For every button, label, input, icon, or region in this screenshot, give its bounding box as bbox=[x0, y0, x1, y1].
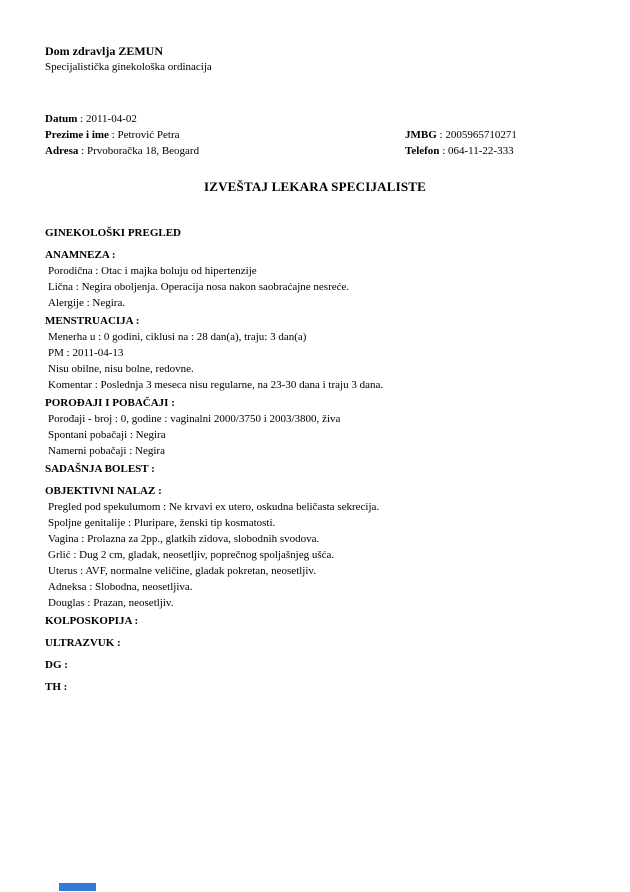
section-heading: TH : bbox=[45, 681, 68, 693]
report-text-line: Namerni pobačaji : Negira bbox=[48, 445, 165, 457]
separator: : bbox=[78, 145, 87, 157]
jmbg-value: 2005965710271 bbox=[445, 129, 517, 141]
separator: : bbox=[439, 145, 448, 157]
report-text-line: Uterus : AVF, normalne veličine, gladak pokretan, neosetljiv. bbox=[48, 565, 316, 577]
patient-row-address bbox=[45, 143, 585, 159]
report-text-line: Porodična : Otac i majka boluju od hipertenzije bbox=[48, 265, 257, 277]
patient-row-date bbox=[45, 111, 585, 127]
separator: : bbox=[77, 113, 86, 125]
report-text-line: Douglas : Prazan, neosetljiv. bbox=[48, 597, 174, 609]
section-heading: DG : bbox=[45, 659, 68, 671]
report-text-line: Spoljne genitalije : Pluripare, ženski tip kosmatosti. bbox=[48, 517, 276, 529]
separator: : bbox=[108, 129, 118, 141]
section-heading: ANAMNEZA : bbox=[45, 249, 116, 261]
clinic-name: Dom zdravlja ZEMUN bbox=[45, 44, 163, 58]
section-heading: MENSTRUACIJA : bbox=[45, 315, 140, 327]
date-value: 2011-04-02 bbox=[85, 113, 137, 125]
section-heading: KOLPOSKOPIJA : bbox=[45, 615, 139, 627]
address-value: Prvoboračka 18, Beogard bbox=[86, 145, 200, 157]
clinic-subtitle: Specijalistička ginekološka ordinacija bbox=[45, 61, 212, 73]
patient-jmbg bbox=[405, 127, 517, 143]
date-label: Datum bbox=[45, 113, 78, 125]
separator: : bbox=[436, 129, 446, 141]
report-title: IZVEŠTAJ LEKARA SPECIJALISTE bbox=[203, 179, 427, 194]
section-heading: SADAŠNJA BOLEST : bbox=[45, 463, 155, 475]
report-text-line: Spontani pobačaji : Negira bbox=[48, 429, 166, 441]
report-text-line: Pregled pod spekulumom : Ne krvavi ex utero, oskudna beličasta sekrecija. bbox=[48, 501, 380, 513]
jmbg-label: JMBG bbox=[405, 129, 437, 141]
report-text-line: Grlić : Dug 2 cm, gladak, neosetljiv, poprečnog spoljašnjeg ušća. bbox=[48, 549, 335, 561]
phone-label: Telefon bbox=[405, 145, 440, 157]
report-text-line: Nisu obilne, nisu bolne, redovne. bbox=[48, 363, 194, 375]
section-heading: ULTRAZVUK : bbox=[45, 637, 121, 649]
report-body bbox=[45, 225, 585, 695]
report-text-line: Menerha u : 0 godini, ciklusi na : 28 dan(a), traju: 3 dan(a) bbox=[48, 331, 307, 343]
section-heading: OBJEKTIVNI NALAZ : bbox=[45, 485, 162, 497]
report-text-line: Komentar : Poslednja 3 meseca nisu regularne, na 23-30 dana i traju 3 dana. bbox=[48, 379, 384, 391]
report-text-line: PM : 2011-04-13 bbox=[48, 347, 124, 359]
section-heading: POROĐAJI I POBAČAJI : bbox=[45, 397, 175, 409]
report-text-line: Porođaji - broj : 0, godine : vaginalni 2000/3750 i 2003/3800, živa bbox=[48, 413, 341, 425]
section-heading: GINEKOLOŠKI PREGLED bbox=[45, 227, 182, 239]
patient-info-block bbox=[45, 111, 585, 159]
report-text-line: Adneksa : Slobodna, neosetljiva. bbox=[48, 581, 193, 593]
address-label: Adresa bbox=[45, 145, 79, 157]
phone-value: 064-11-22-333 bbox=[448, 145, 514, 157]
patient-row-name bbox=[45, 127, 585, 143]
report-text-line: Lična : Negira oboljenja. Operacija nosa nakon saobraćajne nesreće. bbox=[48, 281, 350, 293]
name-value: Petrović Petra bbox=[117, 129, 180, 141]
bottom-left-blue-bar bbox=[59, 883, 96, 891]
report-text-line: Alergije : Negira. bbox=[48, 297, 126, 309]
report-text-line: Vagina : Prolazna za 2pp., glatkih zidova, slobodnih svodova. bbox=[48, 533, 320, 545]
patient-phone bbox=[405, 143, 514, 159]
name-label: Prezime i ime bbox=[45, 129, 109, 141]
